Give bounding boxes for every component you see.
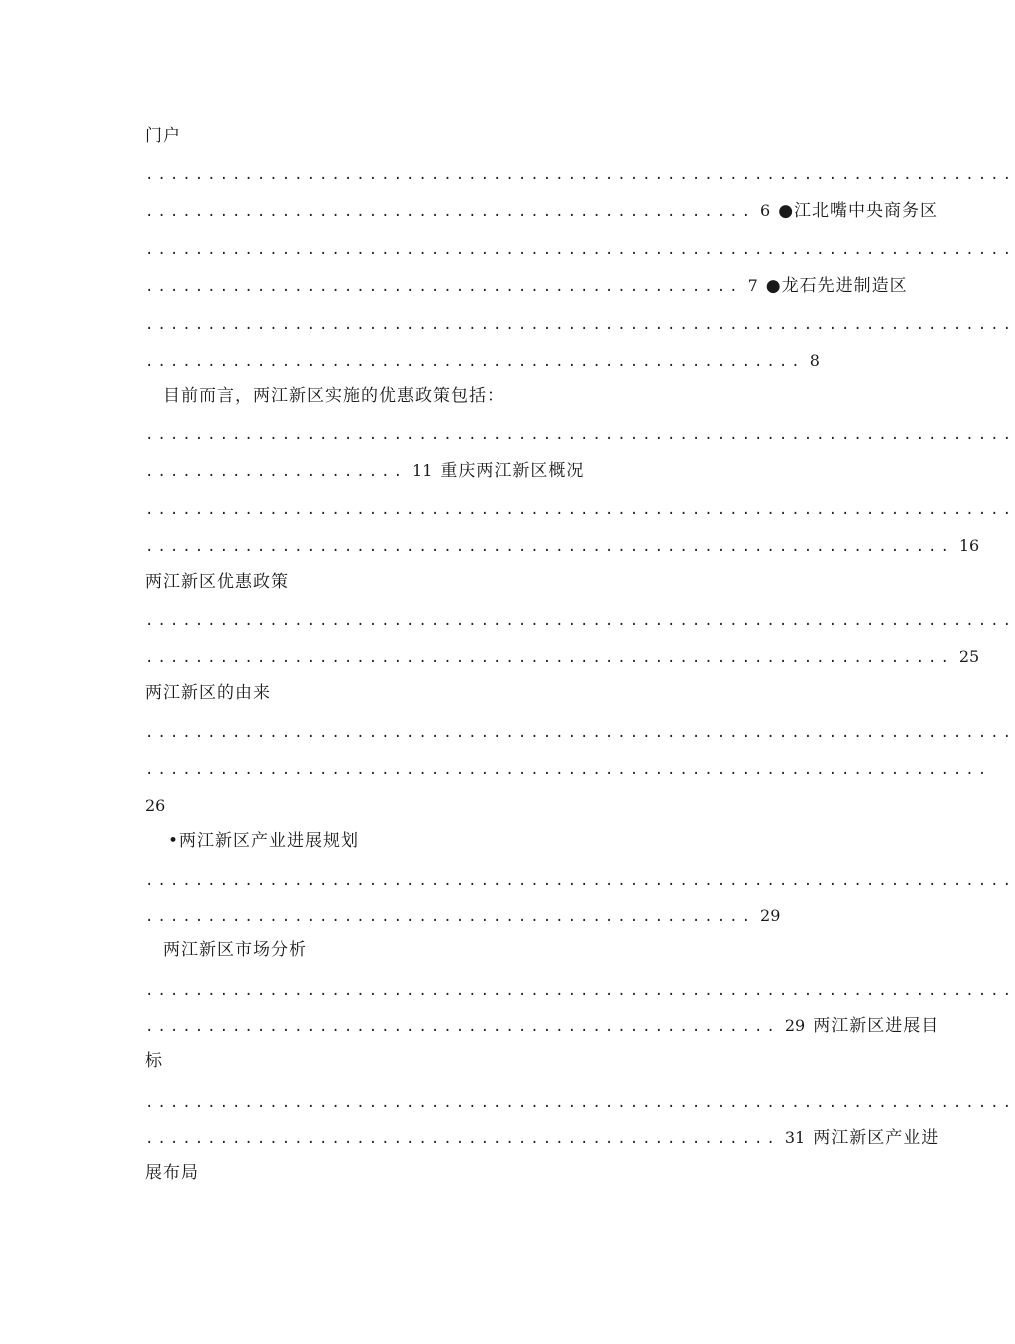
toc-title: 标	[145, 1051, 163, 1071]
leader-dots: .....................................................	[145, 354, 804, 370]
page-number: 26	[145, 796, 166, 815]
toc-line	[145, 347, 820, 375]
toc-line	[145, 457, 805, 485]
toc-title: 两江新区产业进	[813, 1128, 940, 1148]
leader-dots: ......................................................................	[145, 873, 1015, 889]
toc-line	[145, 1012, 940, 1040]
toc-line	[168, 827, 828, 855]
toc-title: 两江新区优惠政策	[145, 572, 289, 592]
toc-leader-line	[145, 1088, 1015, 1116]
page-number: 7	[747, 276, 758, 295]
toc-leader-line	[145, 495, 1015, 523]
toc-line	[163, 382, 823, 410]
toc-leader-line	[145, 866, 1015, 894]
leader-dots: ......................................................................	[145, 502, 1015, 518]
page-number: 31	[784, 1128, 806, 1147]
leader-dots: ...................................................	[145, 1019, 779, 1035]
leader-dots: ......................................................................	[145, 317, 1015, 333]
toc-title: 两江新区市场分析	[163, 940, 307, 960]
toc-line	[163, 936, 823, 964]
page-number: 29	[760, 906, 781, 925]
toc-title: 展布局	[145, 1163, 199, 1183]
page-number: 8	[809, 351, 820, 370]
leader-dots: ................................................	[145, 279, 742, 295]
toc-leader-line	[145, 310, 1015, 338]
toc-title: 重庆两江新区概况	[440, 461, 585, 481]
leader-dots: .....................	[145, 464, 407, 480]
page-number: 29	[784, 1016, 806, 1035]
toc-leader-line	[145, 160, 1015, 188]
leader-dots: .................................................	[145, 909, 755, 925]
toc-line	[145, 197, 939, 225]
leader-dots: .................................................................	[145, 539, 953, 555]
toc-line	[145, 1047, 805, 1075]
leader-dots: ......................................................................	[145, 242, 1015, 258]
toc-line	[145, 532, 980, 560]
toc-line	[145, 1159, 805, 1187]
toc-line	[145, 1124, 940, 1152]
toc-leader-line	[145, 420, 1015, 448]
toc-title: 两江新区的由来	[145, 683, 271, 703]
page-number: 11	[412, 461, 433, 480]
toc-title: 门户	[145, 126, 181, 146]
toc-leader-line	[145, 606, 1015, 634]
toc-leader-line	[145, 755, 991, 783]
leader-dots: ......................................................................	[145, 613, 1015, 629]
toc-line	[145, 272, 908, 300]
toc-title: ●江北嘴中央商务区	[778, 201, 939, 221]
leader-dots: ......................................................................	[145, 427, 1015, 443]
toc-title: •两江新区产业进展规划	[168, 831, 360, 851]
toc-line	[145, 679, 805, 707]
toc-leader-line	[145, 235, 1015, 263]
toc-line	[145, 568, 805, 596]
toc-line	[145, 122, 805, 150]
toc-leader-line	[145, 976, 1015, 1004]
leader-dots: ...................................................	[145, 1131, 779, 1147]
toc-line	[145, 902, 805, 930]
leader-dots: ......................................................................	[145, 1095, 1015, 1111]
page-number: 16	[958, 536, 980, 555]
toc-line	[145, 643, 980, 671]
toc-line	[145, 792, 805, 820]
page-number: 25	[958, 647, 980, 666]
leader-dots: ......................................................................	[145, 983, 1015, 999]
toc-title: ●龙石先进制造区	[765, 276, 908, 296]
leader-dots: ......................................................................	[145, 167, 1015, 183]
leader-dots: ......................................................................	[145, 725, 1015, 741]
toc-title: 两江新区进展目	[813, 1016, 940, 1036]
page-number: 6	[760, 201, 771, 220]
toc-leader-line	[145, 718, 1015, 746]
leader-dots: ....................................................................	[145, 762, 991, 778]
toc-title: 目前而言，两江新区实施的优惠政策包括：	[163, 386, 505, 406]
leader-dots: .................................................	[145, 204, 755, 220]
leader-dots: .................................................................	[145, 650, 953, 666]
